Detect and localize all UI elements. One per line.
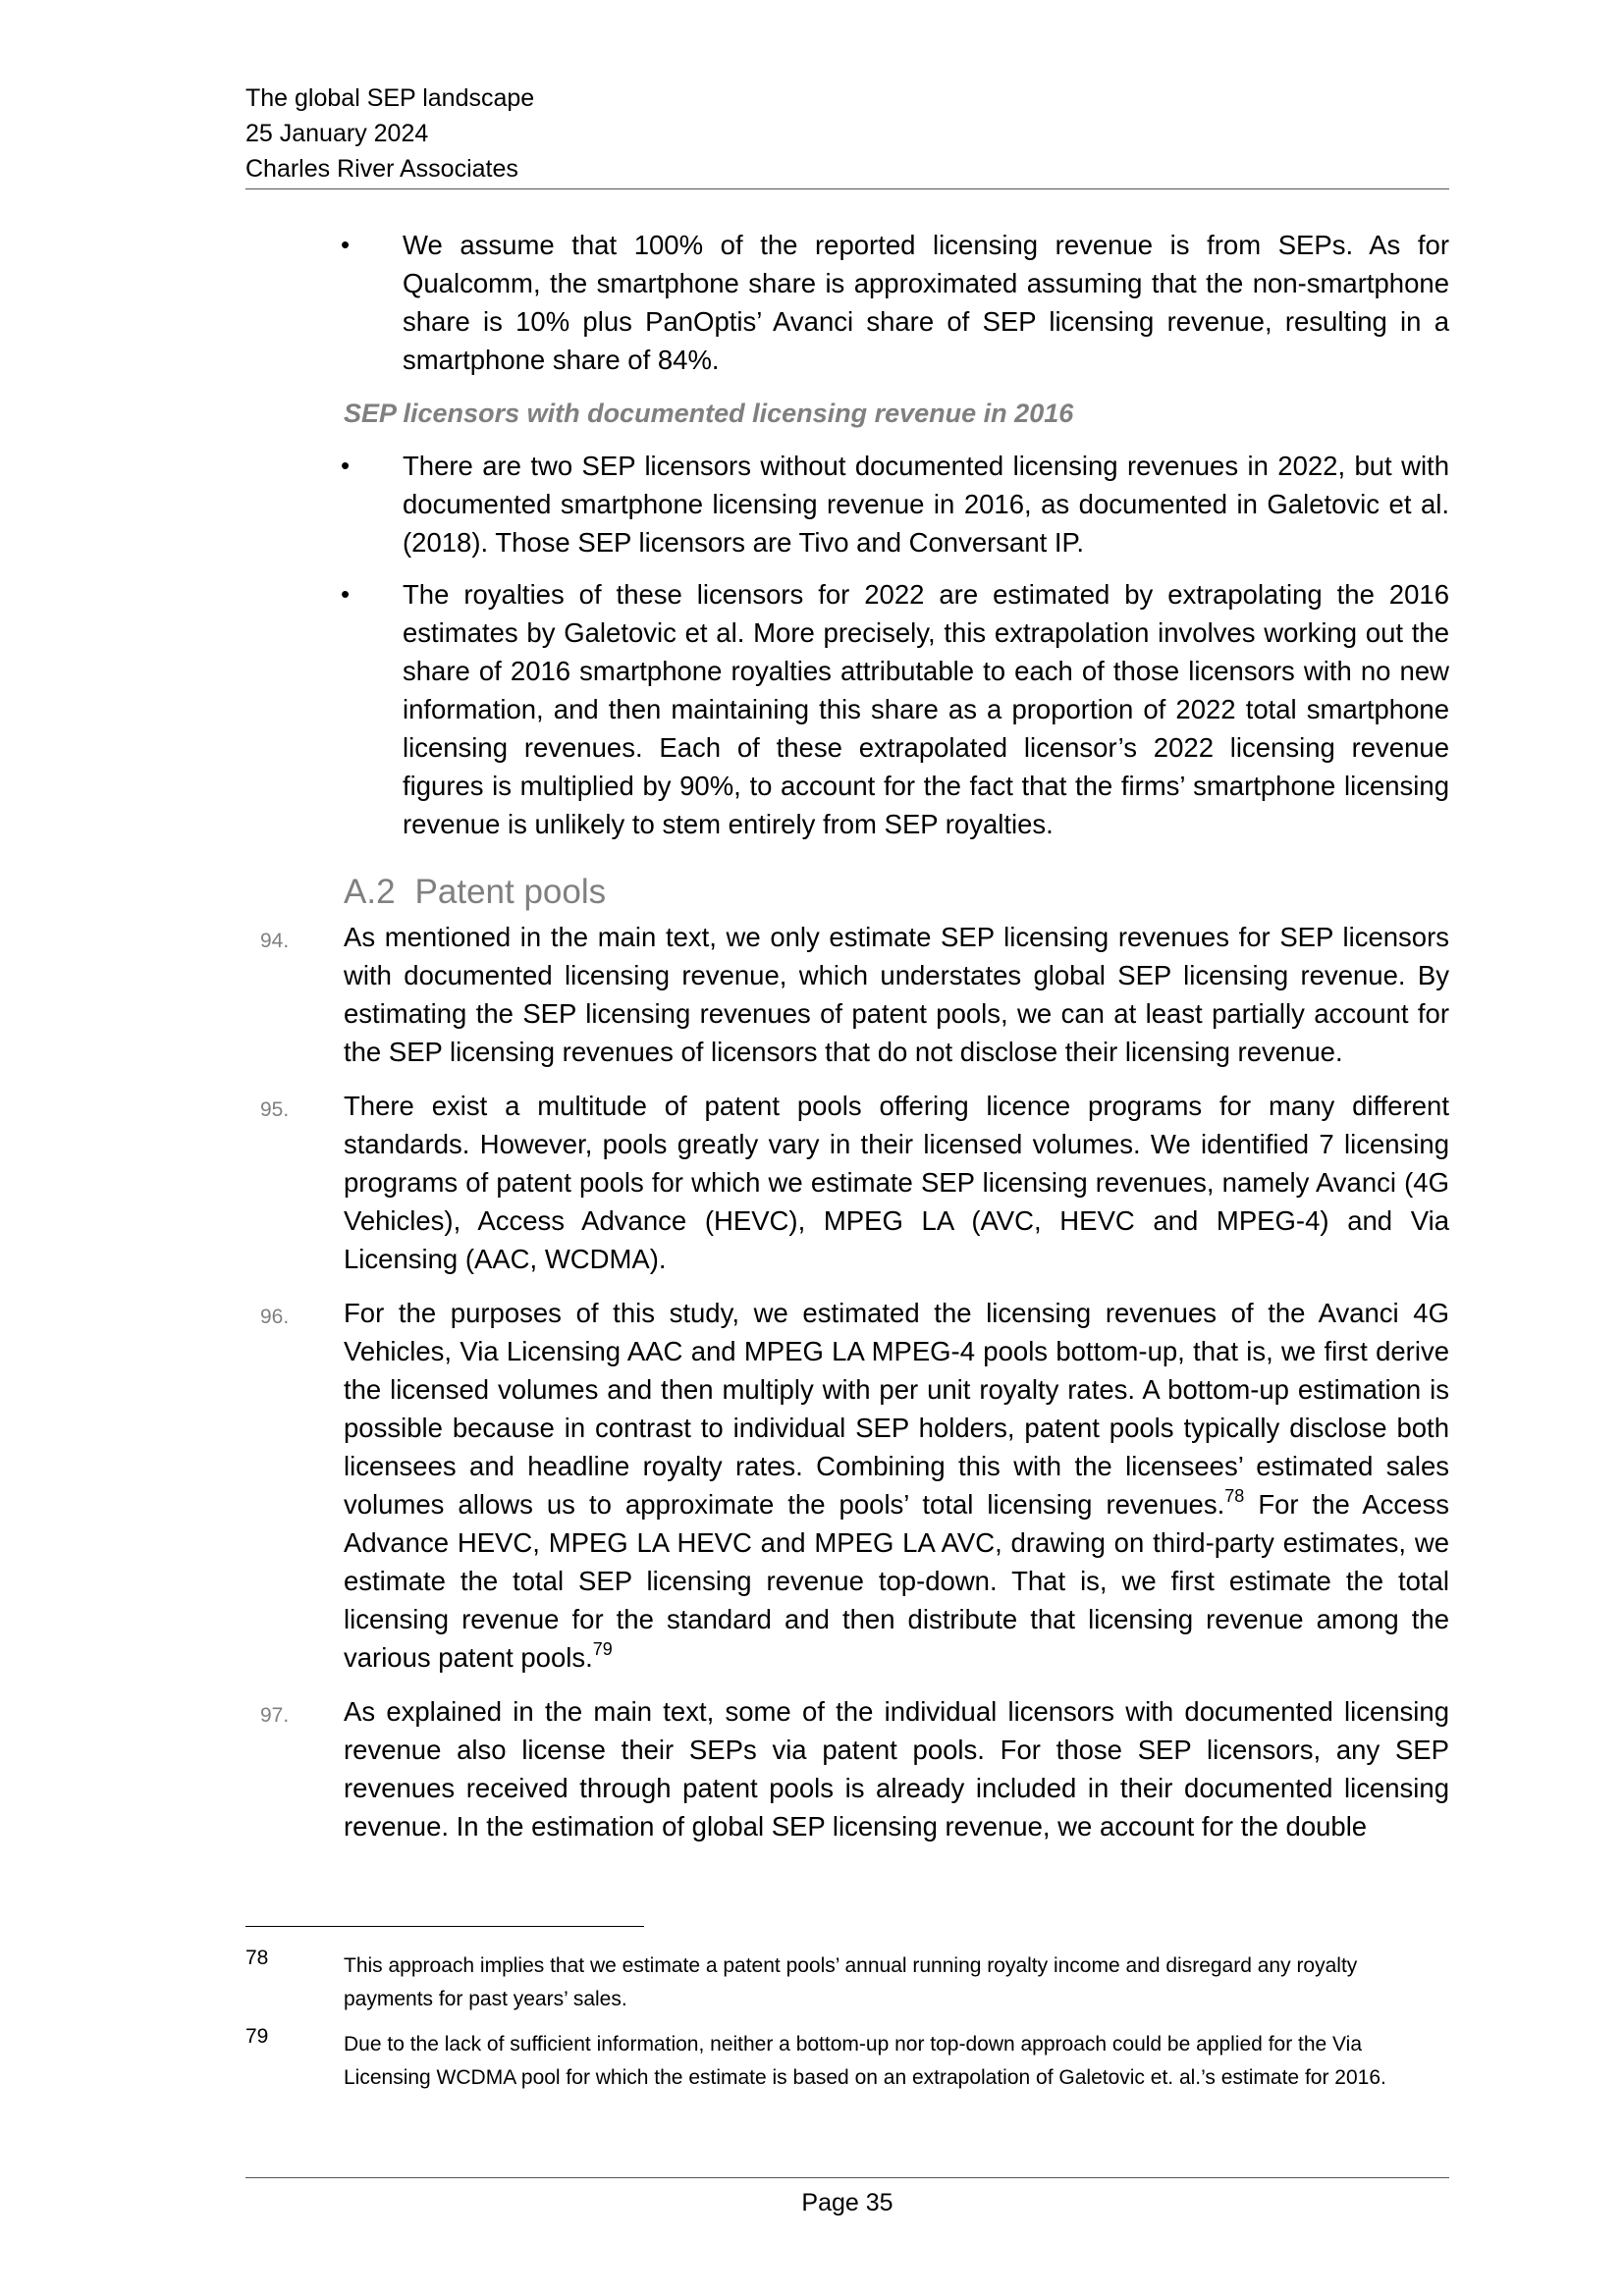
header-divider (245, 188, 1449, 189)
paragraph-text: There exist a multitude of patent pools offering licence programs for many different standards. However, pools greatly vary in their licensed volumes. We identified 7 licensing programs of patent pools for which we estimate SEP licensing revenues, namely Avanci (4G Vehicles), Access Advance (HEVC), MPEG LA (AVC, HEVC and MPEG-4) and Via Licensing (AAC, WCDMA). (344, 1091, 1449, 1274)
bullet-text: We assume that 100% of the reported licensing revenue is from SEPs. As for Qualcomm, the smartphone share is approximated assuming that the non-smartphone share is 10% plus PanOptis’ Avanci share of SEP licensing revenue, resulting in a smartphone share of 84%. (403, 230, 1449, 375)
footnote-ref-79[interactable]: 79 (592, 1639, 613, 1659)
footnote-number: 78 (245, 1947, 269, 1969)
footnote-78 (245, 1949, 1449, 2016)
main-content (245, 226, 1449, 1861)
bullet-icon: • (341, 451, 351, 480)
footnote-number: 79 (245, 2025, 269, 2048)
paragraph-94 (245, 918, 1449, 1071)
paragraph-number: 95. (260, 1098, 290, 1121)
page-header (245, 80, 1449, 187)
paragraph-number: 97. (260, 1704, 290, 1727)
section-title: Patent pools (414, 873, 607, 911)
bullet-list-2016 (245, 447, 1449, 843)
footnotes (245, 1949, 1449, 2107)
paragraph-text: As explained in the main text, some of the individual licensors with documented licensing revenue also license their SEPs via patent pools. For those SEP licensors, any SEP revenues received through patent pools is already included in their documented licensing revenue. In the estimation of global SEP licensing revenue, we account for the double (344, 1696, 1449, 1842)
header-date: 25 January 2024 (245, 120, 429, 147)
page-footer (245, 2185, 1449, 2220)
bullet-item (245, 226, 1449, 379)
header-author: Charles River Associates (245, 155, 518, 183)
footnote-text: This approach implies that we estimate a patent pools’ annual running royalty income and disregard any royalty payments for past years’ sales. (344, 1954, 1358, 2010)
bullet-list-qualcomm (245, 226, 1449, 379)
paragraph-97 (245, 1692, 1449, 1845)
bullet-icon: • (341, 579, 351, 609)
paragraph-number: 96. (260, 1306, 290, 1328)
footnote-79 (245, 2025, 1449, 2095)
paragraph-text-continued: For the Access Advance HEVC, MPEG LA HEVC and MPEG LA AVC, drawing on third-party estimates, we estimate the total SEP licensing revenue top-down. That is, we first estimate the total licensing revenue for the standard and then distribute that licensing revenue among the various patent pools. (344, 1489, 1449, 1673)
paragraph-text: For the purposes of this study, we estimated the licensing revenues of the Avanci 4G Vehicles, Via Licensing AAC and MPEG LA MPEG-4 pools bottom-up, that is, we first derive the licensed volumes and then multiply with per unit royalty rates. A bottom-up estimation is possible because in contrast to individual SEP holders, patent pools typically disclose both licensees and headline royalty rates. Combining this with the licensees’ estimated sales volumes allows us to approximate the pools’ total licensing revenues. (344, 1298, 1449, 1520)
bullet-item (245, 575, 1449, 843)
footnote-ref-78[interactable]: 78 (1224, 1486, 1245, 1506)
paragraph-text: As mentioned in the main text, we only estimate SEP licensing revenues for SEP licensors with documented licensing revenue, which understates global SEP licensing revenue. By estimating the SEP licensing revenues of patent pools, we can at least partially account for the SEP licensing revenues of licensors that do not disclose their licensing revenue. (344, 922, 1449, 1067)
bullet-item (245, 447, 1449, 561)
footnote-divider (245, 1926, 644, 1927)
bullet-text: The royalties of these licensors for 2022 are estimated by extrapolating the 2016 estimates by Galetovic et al. More precisely, this extrapolation involves working out the share of 2016 smartphone royalties attributable to each of those licensors with no new information, and then maintaining this share as a proportion of 2022 total smartphone licensing revenues. Each of these extrapolated licensor’s 2022 licensing revenue figures is multiplied by 90%, to account for the fact that the firms’ smartphone licensing revenue is unlikely to stem entirely from SEP royalties. (403, 579, 1449, 839)
footnote-text: Due to the lack of sufficient information, neither a bottom-up nor top-down approach could be applied for the Via Licensing WCDMA pool for which the estimate is based on an extrapolation of Galetovic et. al.’s estimate for 2016. (344, 2033, 1386, 2089)
subheading-2016: SEP licensors with documented licensing revenue in 2016 (344, 399, 1074, 428)
section-number: A.2 (344, 873, 396, 911)
page-number: Page 35 (801, 2189, 893, 2216)
paragraph-95 (245, 1087, 1449, 1278)
bullet-text: There are two SEP licensors without documented licensing revenues in 2022, but with documented smartphone licensing revenue in 2016, as documented in Galetovic et al. (2018). Those SEP licensors are Tivo and Conversant IP. (403, 451, 1449, 558)
footer-divider (245, 2177, 1449, 2178)
paragraph-96 (245, 1294, 1449, 1677)
bullet-icon: • (341, 230, 351, 259)
paragraph-number: 94. (260, 930, 290, 952)
section-heading (344, 873, 1449, 912)
header-document-title: The global SEP landscape (245, 84, 535, 112)
